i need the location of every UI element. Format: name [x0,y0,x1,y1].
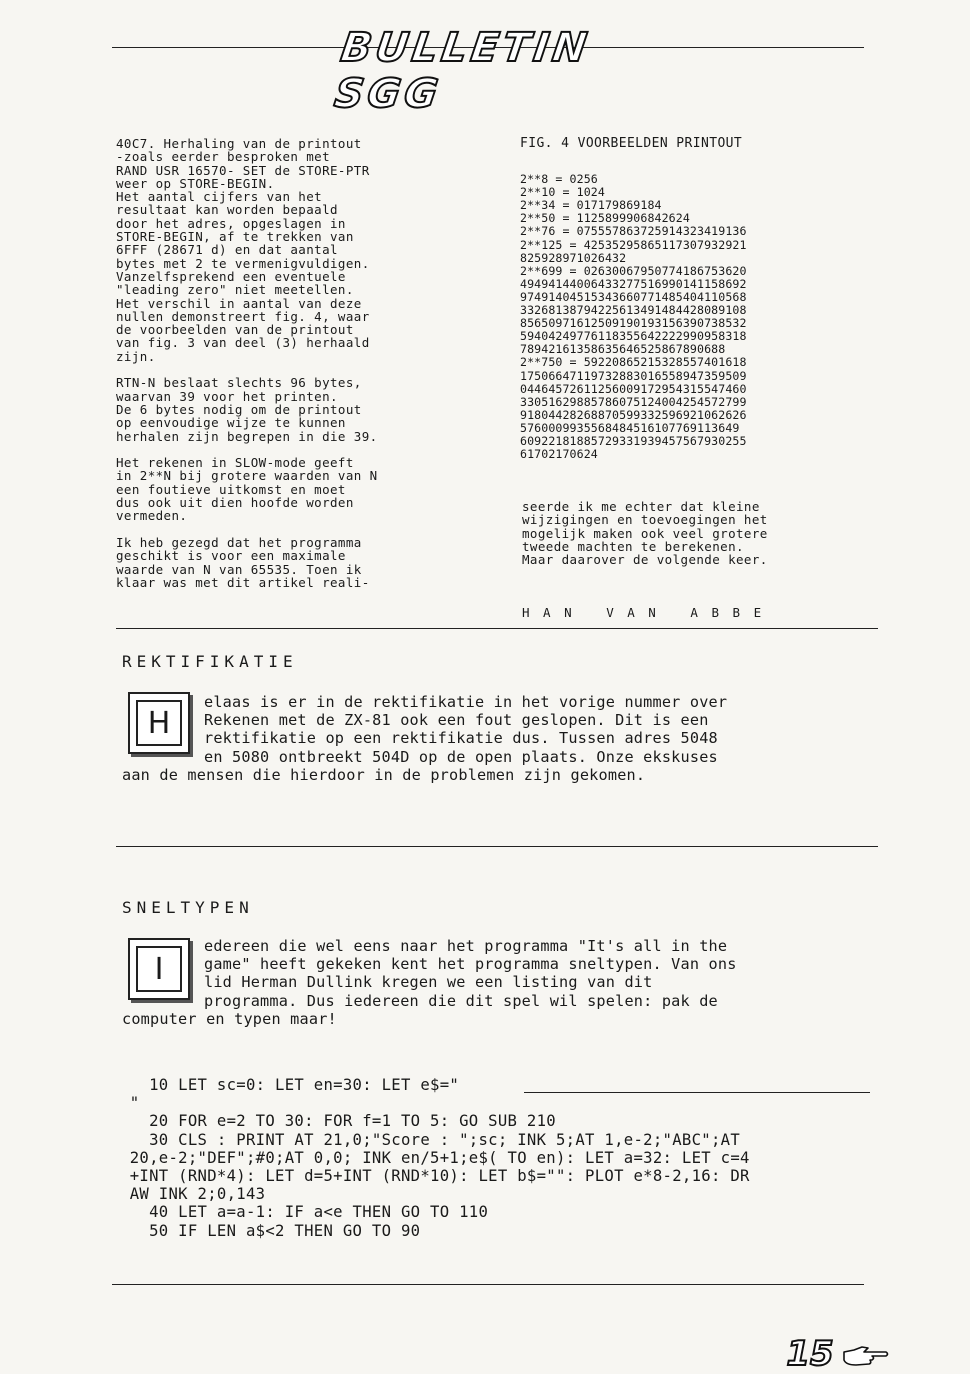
text-line: op eenvoudige wijze te kunnen [116,415,346,431]
printout-line: 2**50 = 1125899906842624 [520,211,690,226]
code-line: 30 CLS : PRINT AT 21,0;"Score : ";sc; INK 5;AT 1,e-2;"ABC";AT [120,1130,741,1149]
rektifikatie-initial-letter: H [136,700,182,746]
printout-line: 33268138794225613491484428089108 [520,303,747,318]
text-line: programma. Dus iedereen die dit spel wil spelen: pak de [204,991,718,1010]
printout-line: 59404249776118355642222990958318 [520,329,747,344]
text-line: RAND USR 16570- SET de STORE-PTR [116,162,370,178]
text-line: bytes met 2 te vermenigvuldigen. [116,255,370,271]
text-line [116,443,378,456]
figure-printout [520,160,747,461]
text-line: lid Herman Dullink kregen we een listing van dit [204,973,653,992]
article-right-column [522,500,768,566]
printout-line: 33051629885786075124004254572799 [520,394,747,409]
code-line: +INT (RND*4): LET d=5+INT (RND*10): LET b$="": PLOT e*8-2,16: DR [120,1167,750,1186]
text-line: computer en typen maar! [122,1009,337,1028]
sneltypen-initial [128,938,190,1000]
text-line: mogelijk maken ook veel grotere [522,525,768,541]
printout-line: 61702170624 [520,447,598,462]
text-line: klaar was met dit artikel reali- [116,574,370,590]
text-line: Maar daarover de volgende keer. [522,552,768,568]
text-line: zijn. [116,348,156,364]
code-line: AW INK 2;0,143 [120,1185,266,1204]
text-line: van fig. 3 van deel (3) herhaald [116,335,370,351]
text-line: 40C7. Herhaling van de printout [116,136,362,151]
program-listing [120,1076,750,1240]
printout-line: 2**125 = 42535295865117307932921 [520,237,747,252]
rektifikatie-heading: REKTIFIKATIE [122,652,298,671]
text-line: Rekenen met de ZX-81 ook een fout geslopen. Dit is een [204,711,709,730]
text-line: een foutieve uitkomst en moet [116,481,346,497]
text-line: weer op STORE-BEGIN. [116,175,275,191]
text-line: herhalen zijn begrepen in die 39. [116,428,378,444]
section-divider [116,628,878,629]
text-line: seerde ik me echter dat kleine [522,499,760,514]
printout-line: 17506647119732883016558947359509 [520,368,747,383]
printout-line: 04464572611256009172954315547460 [520,381,747,396]
text-line: Het rekenen in SLOW-mode geeft [116,455,354,471]
text-line: edereen die wel eens naar het programma "It's all in the [204,937,728,955]
code-line: 20 FOR e=2 TO 30: FOR f=1 TO 5: GO SUB 210 [120,1112,556,1131]
printout-line: 2**750 = 59220865215328557401618 [520,355,747,370]
printout-line: 49494144006433277516990141158692 [520,276,747,291]
text-line: De 6 bytes nodig om de printout [116,401,362,417]
printout-line: 2**8 = 0256 [520,172,598,187]
code-line: 40 LET a=a-1: IF a<e THEN GO TO 110 [120,1203,489,1222]
printout-line: 91804428268870599332596921062626 [520,407,747,422]
text-line: en 5080 ontbreekt 504D op de open plaats. Onze ekskuses [204,747,718,766]
text-line: resultaat kan worden bepaald [116,202,338,218]
code-line: " [120,1094,140,1113]
text-line: Ik heb gezegd dat het programma [116,534,362,550]
text-line: tweede machten te berekenen. [522,538,744,554]
text-line: 6FFF (28671 d) en dat aantal [116,242,338,258]
page-number: 15 [786,1334,834,1374]
rektifikatie-initial [128,692,190,754]
banner-title: BULLETIN SGG [331,25,594,117]
code-line: 20,e-2;"DEF";#0;AT 0,0; INK en/5+1;e$( TO en): LET a=32: LET c=4 [120,1148,750,1167]
sneltypen-paragraph [122,937,737,1028]
text-line: geschikt is voor een maximale [116,548,346,564]
text-line: waarvan 39 voor het printen. [116,388,338,404]
printout-line: 825928971026432 [520,250,627,265]
printout-line: 78942161358635646525867890688 [520,342,726,357]
text-line: dus ook uit dien hoofde worden [116,495,354,511]
printout-line: 2**10 = 1024 [520,185,605,200]
printout-line: 2**699 = 02630067950774186753620 [520,263,747,278]
text-line: Het verschil in aantal van deze [116,295,362,311]
text-line: elaas is er in de rektifikatie in het vorige nummer over [204,693,728,711]
text-line: RTN-N beslaat slechts 96 bytes, [116,375,362,391]
section-divider-2 [116,846,878,847]
text-line: "leading zero" niet meetellen. [116,282,354,298]
text-line: nullen demonstreert fig. 4, waar [116,308,370,324]
text-line: aan de mensen die hierdoor in de problemen zijn gekomen. [122,765,646,784]
text-line: wijzigingen en toevoegingen het [522,512,768,528]
text-line [116,363,378,376]
printout-line: 2**76 = 075557863725914323419136 [520,224,747,239]
printout-line: 97491404515343660771485404110568 [520,289,747,304]
page-number-box [788,1334,832,1374]
text-line: Vanzelfsprekend een eventuele [116,268,346,284]
author-name: H A N V A N A B B E [522,605,765,620]
text-line: vermeden. [116,508,188,524]
printout-line: 60922181885729331939457567930255 [520,433,747,448]
text-line: waarde van N van 65535. Toen ik [116,561,362,577]
figure-title: FIG. 4 VOORBEELDEN PRINTOUT [520,136,743,151]
sneltypen-initial-letter: I [136,946,182,992]
text-line: game" heeft gekeken kent het programma sneltypen. Van ons [204,955,737,974]
text-line: Het aantal cijfers van het [116,189,323,205]
text-line: rektifikatie op een rektifikatie dus. Tussen adres 5048 [204,729,718,748]
code-line: 50 IF LEN a$<2 THEN GO TO 90 [120,1221,421,1240]
article-left-column [116,137,378,589]
rektifikatie-paragraph [122,693,728,784]
text-line: STORE-BEGIN, af te trekken van [116,229,354,245]
text-line: de voorbeelden van de printout [116,322,354,338]
printout-line: 2**34 = 017179869184 [520,198,662,213]
bulletin-banner [331,25,626,117]
text-line: in 2**N bij grotere waarden van N [116,468,378,484]
pointing-hand-icon [842,1344,890,1368]
printout-line: 5760009935568484516107769113649 [520,420,740,435]
text-line: door het adres, opgeslagen in [116,215,346,231]
text-line: -zoals eerder besproken met [116,149,330,165]
sneltypen-heading: SNELTYPEN [122,898,254,917]
listing-underline [524,1092,870,1093]
bottom-rule [112,1284,864,1285]
text-line [116,523,378,536]
code-line: 10 LET sc=0: LET en=30: LET e$=" [120,1076,460,1094]
printout-line: 85650971612509190193156390738532 [520,316,747,331]
